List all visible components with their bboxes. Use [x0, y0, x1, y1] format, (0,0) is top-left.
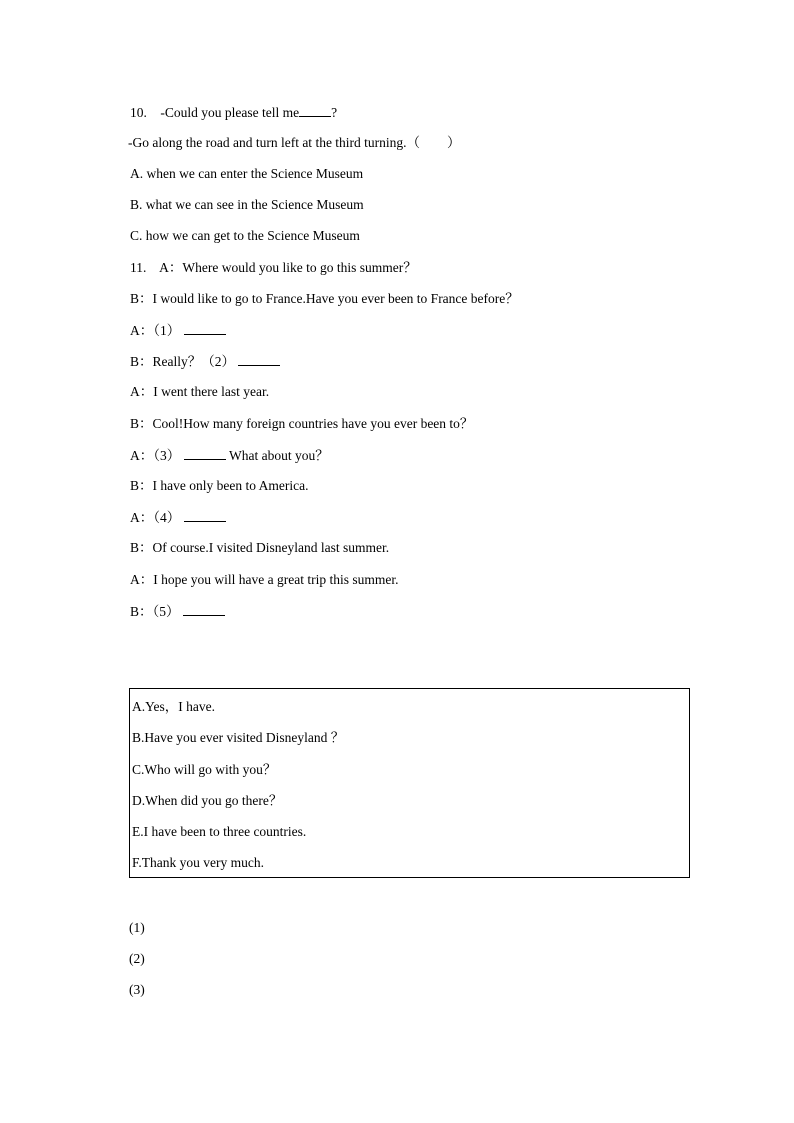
q11-speaker: A： — [130, 448, 154, 463]
q11-line-0 — [130, 260, 417, 276]
q10-option-c-text: how we can get to the Science Museum — [145, 228, 360, 243]
q10-stem-line — [130, 104, 337, 121]
q10-option-b[interactable] — [130, 197, 364, 213]
q11-speaker: B： — [130, 416, 153, 431]
q11-text: Really？（2） — [152, 354, 236, 369]
q11-speaker: B： — [130, 540, 153, 555]
q11-blank-5[interactable] — [183, 603, 225, 616]
q11-text-post: What about you？ — [229, 448, 329, 463]
q11-text: （3） — [153, 448, 181, 463]
q11-speaker: A： — [130, 323, 154, 338]
q10-blank[interactable] — [299, 104, 331, 117]
q11-line-6 — [130, 447, 329, 464]
q11-text: Where would you like to go this summer？ — [182, 260, 417, 275]
q11-blank-1[interactable] — [184, 322, 226, 335]
choice-b: B.Have you ever visited Disneyland ？ — [132, 730, 345, 745]
q11-text: （1） — [153, 323, 181, 338]
q11-text: Cool!How many foreign countries have you ever been to？ — [152, 416, 474, 431]
q10-reply: -Go along the road and turn left at the third turning.（ ） — [128, 135, 461, 150]
q11-text: I went there last year. — [153, 384, 270, 399]
q11-speaker: B： — [130, 604, 153, 619]
q10-option-b-letter: B. — [130, 197, 143, 212]
q11-text: （5） — [152, 604, 180, 619]
q11-text: I have only been to America. — [152, 478, 309, 493]
q10-option-c[interactable] — [130, 228, 360, 244]
q11-line-3 — [130, 353, 280, 370]
q10-option-a-letter: A. — [130, 166, 144, 181]
q10-number: 10. — [130, 105, 147, 120]
q11-blank-2[interactable] — [238, 353, 280, 366]
q11-text: （4） — [153, 510, 181, 525]
q11-line-1 — [130, 291, 519, 307]
q10-stem-end: ? — [331, 105, 338, 120]
q11-text: I hope you will have a great trip this summer. — [153, 572, 399, 587]
q11-line-11 — [130, 603, 225, 620]
q11-blank-3[interactable] — [184, 447, 226, 460]
q11-speaker: B： — [130, 291, 153, 306]
choice-e: E.I have been to three countries. — [132, 824, 307, 839]
q11-line-4 — [130, 384, 269, 400]
answer-label-3: (3) — [129, 982, 145, 997]
choice-c: C.Who will go with you？ — [132, 762, 277, 777]
q11-line-10 — [130, 572, 398, 588]
q11-speaker: A： — [130, 510, 154, 525]
q11-line-8 — [130, 509, 226, 526]
q11-blank-4[interactable] — [184, 509, 226, 522]
q11-speaker: A： — [130, 384, 154, 399]
q11-line-7 — [130, 478, 308, 494]
q10-option-c-letter: C. — [130, 228, 143, 243]
answer-label-1: (1) — [129, 920, 145, 935]
q11-speaker: A： — [159, 260, 183, 275]
choices-box — [129, 688, 690, 878]
choice-f: F.Thank you very much. — [132, 855, 265, 870]
q11-line-9 — [130, 540, 389, 556]
q11-line-2 — [130, 322, 226, 339]
q11-line-5 — [130, 416, 473, 432]
q11-speaker: B： — [130, 354, 153, 369]
q10-stem: -Could you please tell me — [160, 105, 300, 120]
q11-speaker: A： — [130, 572, 154, 587]
q10-option-a[interactable] — [130, 166, 363, 182]
q10-option-b-text: what we can see in the Science Museum — [145, 197, 364, 212]
choice-d: D.When did you go there？ — [132, 793, 283, 808]
q11-text: I would like to go to France.Have you ever been to France before？ — [152, 291, 519, 306]
q11-speaker: B： — [130, 478, 153, 493]
answer-label-2: (2) — [129, 951, 145, 966]
q11-number: 11. — [130, 260, 147, 275]
q10-option-a-text: when we can enter the Science Museum — [146, 166, 364, 181]
q11-text: Of course.I visited Disneyland last summer. — [152, 540, 390, 555]
choice-a: A.Yes，I have. — [132, 699, 215, 714]
